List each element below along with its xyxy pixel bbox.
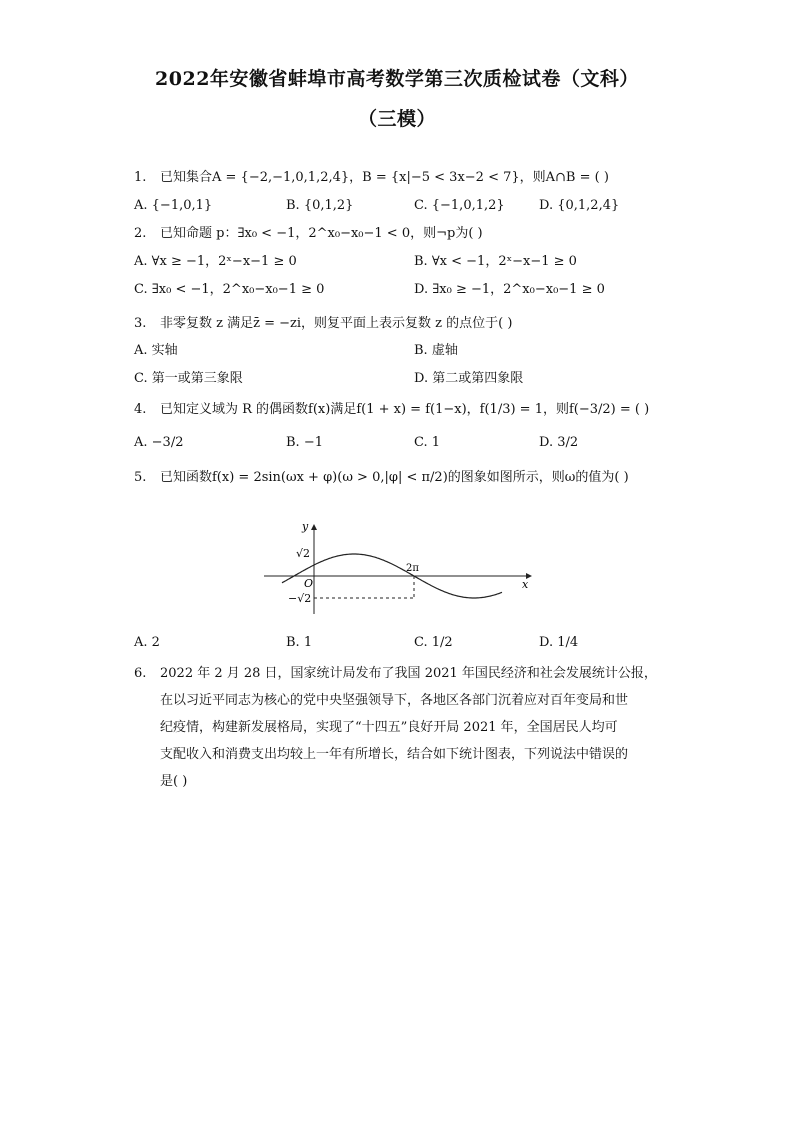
option-d: D. 1/4	[539, 635, 579, 650]
option-b: B. 虚轴	[414, 343, 458, 358]
option-b: B. −1	[286, 435, 323, 450]
option-c: C. ∃x₀ < −1，2^x₀−x₀−1 ≥ 0	[134, 282, 325, 297]
y-axis-label: y	[302, 520, 309, 533]
option-d: D. {0,1,2,4}	[539, 198, 620, 213]
option-a: A. −3/2	[134, 435, 184, 450]
option-c: C. 1/2	[414, 635, 453, 650]
question-stem: 已知命题 p：∃x₀ < −1，2^x₀−x₀−1 < 0，则¬p为( )	[160, 226, 483, 241]
question-number: 5.	[134, 470, 147, 485]
option-a: A. 实轴	[134, 343, 178, 358]
ytick-top-label: √2	[296, 547, 311, 560]
option-c: C. 第一或第三象限	[134, 371, 243, 386]
question-number: 1.	[134, 170, 147, 185]
x-axis-label: x	[522, 578, 529, 591]
paragraph-line: 支配收入和消费支出均较上一年有所增长，结合如下统计图表，下列说法中错误的	[160, 747, 629, 762]
y-axis-arrow	[311, 524, 317, 530]
origin-label: O	[304, 577, 314, 590]
paragraph-line: 在以习近平同志为核心的党中央坚强领导下，各地区各部门沉着应对百年变局和世	[160, 693, 629, 708]
option-d: D. ∃x₀ ≥ −1，2^x₀−x₀−1 ≥ 0	[414, 282, 605, 297]
xtick-label: 2π	[406, 563, 419, 574]
option-b: B. 1	[286, 635, 313, 650]
paragraph-line: 纪疫情，构建新发展格局，实现了“十四五”良好开局 2021 年，全国居民人均可	[160, 720, 618, 735]
question-stem: 非零复数 z 满足z̄ = −zi，则复平面上表示复数 z 的点位于( )	[160, 316, 513, 331]
page-subtitle: （三模）	[357, 108, 436, 130]
question-stem: 已知定义域为 R 的偶函数f(x)满足f(1 + x) = f(1−x)，f(1/3) = 1，则f(−3/2) = ( )	[160, 402, 650, 417]
question-number: 4.	[134, 402, 147, 417]
option-b: B. ∀x < −1，2ˣ−x−1 ≥ 0	[414, 254, 577, 269]
function-graph-figure	[258, 518, 538, 618]
option-d: D. 第二或第四象限	[414, 371, 524, 386]
option-a: A. ∀x ≥ −1，2ˣ−x−1 ≥ 0	[134, 254, 297, 269]
question-number: 2.	[134, 226, 147, 241]
paragraph-line: 是( )	[160, 774, 188, 789]
question-stem: 已知集合A = {−2,−1,0,1,2,4}，B = {x|−5 < 3x−2 < 7}，则A∩B = ( )	[160, 170, 609, 185]
ytick-bottom-label: −√2	[288, 592, 312, 605]
page-title: 2022年安徽省蚌埠市高考数学第三次质检试卷（文科）	[155, 68, 639, 90]
option-a: A. {−1,0,1}	[134, 198, 213, 213]
paragraph-line: 2022 年 2 月 28 日，国家统计局发布了我国 2021 年国民经济和社会发展统计公报，	[160, 666, 657, 681]
question-number: 3.	[134, 316, 147, 331]
option-c: C. 1	[414, 435, 441, 450]
option-c: C. {−1,0,1,2}	[414, 198, 505, 213]
question-stem-paragraph	[160, 660, 700, 795]
question-number: 6.	[134, 666, 147, 681]
option-b: B. {0,1,2}	[286, 198, 354, 213]
question-stem: 已知函数f(x) = 2sin(ωx + φ)(ω > 0,|φ| < π/2)的图象如图所示，则ω的值为( )	[160, 470, 629, 485]
option-a: A. 2	[134, 635, 160, 650]
option-d: D. 3/2	[539, 435, 579, 450]
